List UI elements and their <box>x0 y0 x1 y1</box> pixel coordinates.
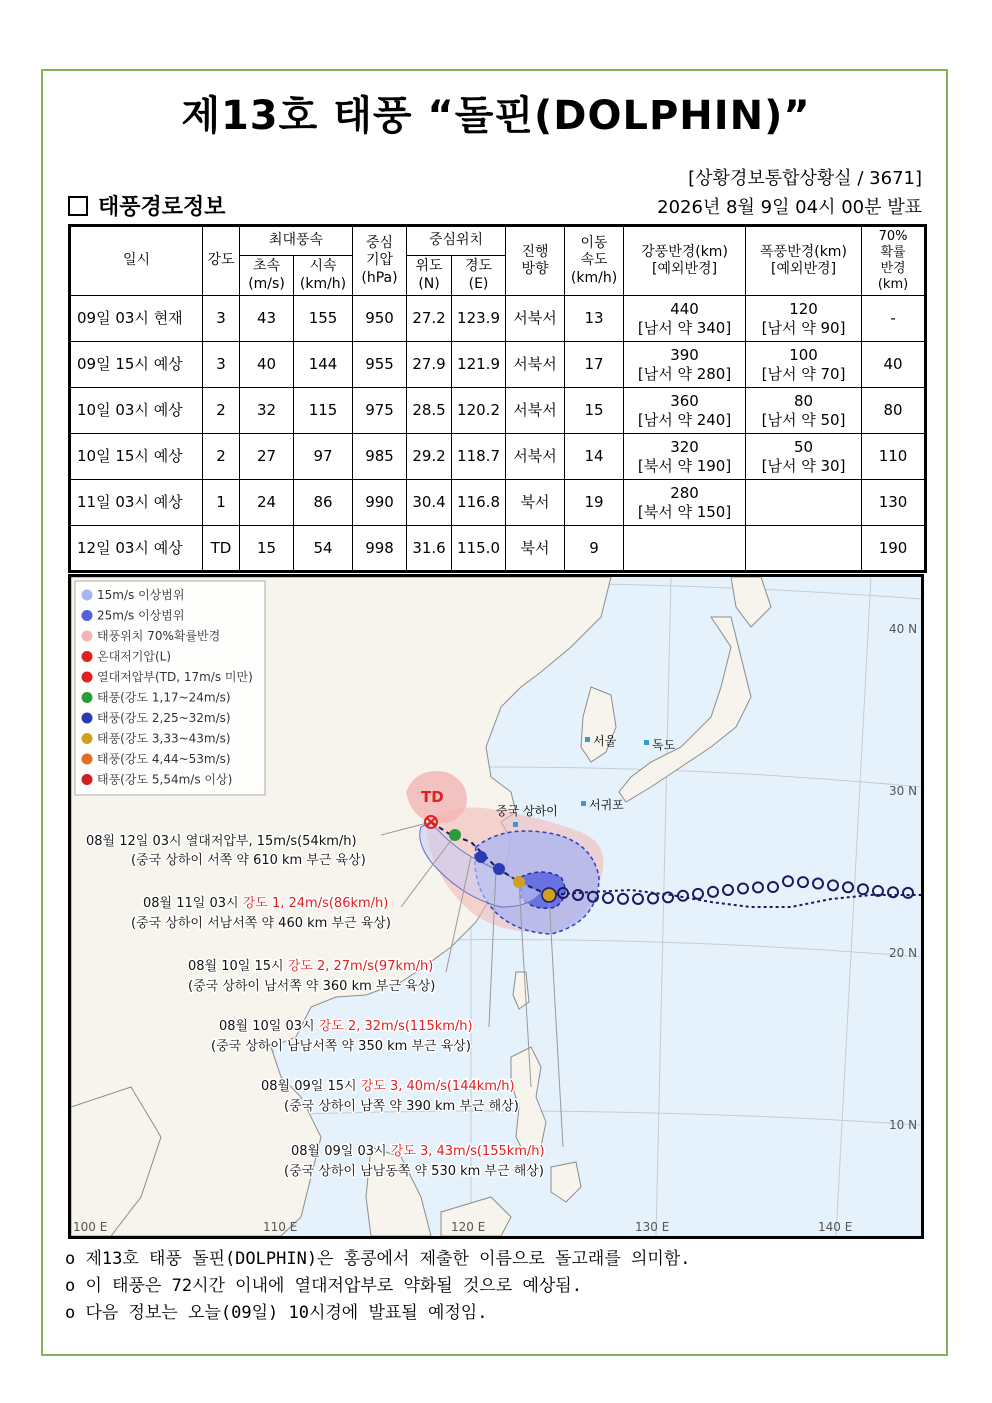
cell-lon: 121.9 <box>452 342 506 388</box>
callout-line1 <box>188 958 433 974</box>
cell-speed: 19 <box>565 480 624 526</box>
cell-wind-ms: 40 <box>240 342 294 388</box>
cell-direction: 서북서 <box>506 342 565 388</box>
cell-pressure: 998 <box>353 526 407 572</box>
office-label: [상황경보통합상황실 / 3671] <box>688 168 922 189</box>
header-speed: 이동 속도 (km/h) <box>565 226 624 296</box>
cell-wind-ms: 24 <box>240 480 294 526</box>
cell-storm-radius <box>746 480 862 526</box>
typhoon-3-icon <box>542 888 556 902</box>
legend-label: 태풍(강도 1,17~24m/s) <box>97 690 231 705</box>
callout-time: 08월 12일 03시 열대저압부, 15m/s(54km/h) <box>86 834 357 849</box>
lat-label: 10 N <box>889 1118 918 1132</box>
header-lat: 위도 (N) <box>407 256 452 296</box>
legend-label: 15m/s 이상범위 <box>97 588 185 602</box>
cell-datetime: 10일 03시 예상 <box>70 388 203 434</box>
callout-line1 <box>219 1018 473 1034</box>
cell-lon: 118.7 <box>452 434 506 480</box>
table-row <box>70 526 926 572</box>
header-datetime: 일시 <box>70 226 203 296</box>
cell-direction: 서북서 <box>506 388 565 434</box>
cell-direction: 북서 <box>506 480 565 526</box>
callout-location: (중국 상하이 남남서쪽 약 350 km 부근 육상) <box>211 1039 471 1054</box>
strong-radius-value: 440 <box>670 299 699 318</box>
storm-radius-value: 50 <box>793 437 814 456</box>
cell-storm-radius <box>746 342 862 388</box>
cell-intensity: 3 <box>203 342 240 388</box>
cell-lon: 120.2 <box>452 388 506 434</box>
legend-label: 25m/s 이상범위 <box>97 608 185 623</box>
strong-radius-value: 320 <box>670 437 699 456</box>
note-line: o 제13호 태풍 돌핀(DOLPHIN)은 홍콩에서 제출한 이름으로 돌고래를 의미함. <box>65 1249 691 1269</box>
cell-prob70: 190 <box>862 526 926 572</box>
cell-wind-kmh: 97 <box>294 434 353 480</box>
cell-datetime: 10일 15시 예상 <box>70 434 203 480</box>
cell-pressure: 950 <box>353 296 407 342</box>
callout-location: (중국 상하이 남서쪽 약 360 km 부근 육상) <box>188 979 436 994</box>
storm-radius-exception: [남서 약 30] <box>761 456 846 475</box>
cell-direction: 서북서 <box>506 296 565 342</box>
pink-circle <box>82 631 93 642</box>
page-title: 제13호 태풍 “돌핀(DOLPHIN)” <box>181 93 811 139</box>
cell-lat: 27.9 <box>407 342 452 388</box>
typhoon-2-icon <box>493 863 505 875</box>
strong-radius-exception: [남서 약 340] <box>637 318 732 337</box>
map-canvas <box>71 577 921 1236</box>
cell-strong-radius <box>624 342 746 388</box>
cell-lon: 123.9 <box>452 296 506 342</box>
cell-lat: 31.6 <box>407 526 452 572</box>
legend-label: 태풍(강도 4,44~53m/s) <box>97 752 231 766</box>
header-center: 중심위치 <box>407 226 506 256</box>
cell-wind-kmh: 144 <box>294 342 353 388</box>
td-label: TD <box>421 788 444 806</box>
section-heading <box>68 190 226 221</box>
extratropical-icon <box>82 651 93 662</box>
checkbox-icon <box>68 196 88 216</box>
cell-wind-ms: 15 <box>240 526 294 572</box>
strong-radius-value: 390 <box>670 345 699 364</box>
cell-speed: 14 <box>565 434 624 480</box>
strong-radius-exception: [북서 약 190] <box>637 456 732 475</box>
legend-label: 태풍(강도 2,25~32m/s) <box>97 711 231 725</box>
place-seogwipo: 서귀포 <box>589 798 624 812</box>
table-row <box>70 480 926 526</box>
cell-wind-kmh: 115 <box>294 388 353 434</box>
callout-location: (중국 상하이 남쪽 약 390 km 부근 해상) <box>284 1099 519 1114</box>
typhoon-1-icon <box>82 692 93 703</box>
cell-datetime: 11일 03시 예상 <box>70 480 203 526</box>
cell-prob70: 80 <box>862 388 926 434</box>
header-wind-ms: 초속 (m/s) <box>240 256 294 296</box>
header-wind-kmh: 시속 (km/h) <box>294 256 353 296</box>
callout-time: 08월 10일 03시 <box>219 1019 319 1034</box>
strong-radius-exception: [북서 약 150] <box>637 502 732 521</box>
lat-label: 20 N <box>889 946 918 960</box>
header-intensity: 강도 <box>203 226 240 296</box>
lon-label: 100 E <box>73 1220 108 1234</box>
typhoon-track-map <box>68 574 924 1239</box>
typhoon-track-table <box>68 224 927 573</box>
callout-time: 08월 10일 15시 <box>188 959 288 974</box>
cell-storm-radius <box>746 526 862 572</box>
typhoon-3-icon <box>513 876 525 888</box>
cell-speed: 15 <box>565 388 624 434</box>
legend-label: 열대저압부(TD, 17m/s 미만) <box>97 670 253 684</box>
cell-wind-ms: 43 <box>240 296 294 342</box>
typhoon-3-icon <box>82 733 93 744</box>
lat-label: 40 N <box>889 622 918 636</box>
callout-intensity: 강도 2, 27m/s(97km/h) <box>287 959 434 974</box>
place-seoul: 서울 <box>593 734 617 748</box>
cell-prob70: - <box>862 296 926 342</box>
cell-speed: 9 <box>565 526 624 572</box>
cell-wind-ms: 32 <box>240 388 294 434</box>
cell-prob70: 110 <box>862 434 926 480</box>
lon-label: 130 E <box>635 1220 670 1234</box>
callout-line1 <box>291 1143 545 1159</box>
cell-lat: 27.2 <box>407 296 452 342</box>
header-direction: 진행 방향 <box>506 226 565 296</box>
strong-radius-exception: [남서 약 240] <box>637 410 732 429</box>
header-strong-radius: 강풍반경(km) [예외반경] <box>624 226 746 296</box>
callout-location: (중국 상하이 서남서쪽 약 460 km 부근 육상) <box>131 916 391 931</box>
cell-storm-radius <box>746 388 862 434</box>
legend-label: 태풍(강도 3,33~43m/s) <box>97 731 231 746</box>
lon-label: 120 E <box>451 1220 486 1234</box>
cell-pressure: 985 <box>353 434 407 480</box>
issued-time: 2026년 8월 9일 04시 00분 발표 <box>657 197 922 218</box>
strong-radius-exception: [남서 약 280] <box>637 364 732 383</box>
cell-wind-kmh: 155 <box>294 296 353 342</box>
callout-time: 08월 09일 15시 <box>261 1079 361 1094</box>
cell-intensity: 2 <box>203 388 240 434</box>
cell-strong-radius <box>624 296 746 342</box>
cell-storm-radius <box>746 296 862 342</box>
strong-radius-value: 280 <box>670 483 699 502</box>
table-row <box>70 342 926 388</box>
cell-strong-radius <box>624 434 746 480</box>
cell-lon: 116.8 <box>452 480 506 526</box>
typhoon-1-icon <box>449 829 461 841</box>
cell-speed: 17 <box>565 342 624 388</box>
note-line: o 다음 정보는 오늘(09일) 10시경에 발표될 예정임. <box>65 1303 488 1323</box>
cell-wind-kmh: 86 <box>294 480 353 526</box>
legend-label: 태풍(강도 5,54m/s 이상) <box>97 772 233 787</box>
typhoon-2-icon <box>82 713 93 724</box>
table-row <box>70 296 926 342</box>
place-shanghai: 중국 상하이 <box>496 804 558 818</box>
cell-prob70: 40 <box>862 342 926 388</box>
cell-datetime: 12일 03시 예상 <box>70 526 203 572</box>
cell-intensity: 2 <box>203 434 240 480</box>
strong-radius-value: 360 <box>670 391 699 410</box>
storm-radius-exception: [남서 약 90] <box>761 318 846 337</box>
callout-intensity: 강도 3, 40m/s(144km/h) <box>360 1079 515 1094</box>
cell-prob70: 130 <box>862 480 926 526</box>
place-dokdo: 독도 <box>652 738 676 752</box>
storm-radius-exception: [남서 약 70] <box>761 364 846 383</box>
note-line: o 이 태풍은 72시간 이내에 열대저압부로 약화될 것으로 예상됨. <box>65 1276 582 1296</box>
cell-lon: 115.0 <box>452 526 506 572</box>
callout-location: (중국 상하이 남남동쪽 약 530 km 부근 해상) <box>284 1164 544 1179</box>
storm-radius-value: 100 <box>789 345 818 364</box>
header-prob70: 70% 확률 반경 (km) <box>862 226 926 296</box>
cell-direction: 서북서 <box>506 434 565 480</box>
cell-intensity: TD <box>203 526 240 572</box>
callout-time: 08월 11일 03시 <box>143 896 243 911</box>
header-storm-radius: 폭풍반경(km) [예외반경] <box>746 226 862 296</box>
cell-lat: 29.2 <box>407 434 452 480</box>
legend-label: 온대저기압(L) <box>97 649 172 664</box>
cell-pressure: 975 <box>353 388 407 434</box>
cell-strong-radius <box>624 480 746 526</box>
cell-intensity: 1 <box>203 480 240 526</box>
cell-pressure: 955 <box>353 342 407 388</box>
cell-strong-radius <box>624 526 746 572</box>
header-lon: 경도 (E) <box>452 256 506 296</box>
storm-radius-value: 120 <box>789 299 818 318</box>
section-title: 태풍경로정보 <box>98 195 226 220</box>
callout-intensity: 강도 1, 24m/s(86km/h) <box>242 896 389 911</box>
cell-strong-radius <box>624 388 746 434</box>
cell-pressure: 990 <box>353 480 407 526</box>
callout-time: 08월 09일 03시 <box>291 1144 391 1159</box>
cell-speed: 13 <box>565 296 624 342</box>
light-blue-circle <box>82 590 93 601</box>
legend-label: 태풍위치 70%확률반경 <box>97 629 221 643</box>
storm-radius-value: 80 <box>793 391 814 410</box>
lat-label: 30 N <box>889 784 918 798</box>
header-pressure: 중심 기압 (hPa) <box>353 226 407 296</box>
table-row <box>70 434 926 480</box>
cell-wind-kmh: 54 <box>294 526 353 572</box>
cell-intensity: 3 <box>203 296 240 342</box>
callout-intensity: 강도 2, 32m/s(115km/h) <box>318 1019 473 1034</box>
lon-label: 110 E <box>263 1220 298 1234</box>
td-icon <box>82 672 93 683</box>
cell-storm-radius <box>746 434 862 480</box>
callout-intensity: 강도 3, 43m/s(155km/h) <box>390 1144 545 1159</box>
table-row <box>70 388 926 434</box>
callout-location: (중국 상하이 서쪽 약 610 km 부근 육상) <box>131 853 366 868</box>
cell-direction: 북서 <box>506 526 565 572</box>
cell-datetime: 09일 15시 예상 <box>70 342 203 388</box>
map-legend <box>75 581 265 795</box>
cell-datetime: 09일 03시 현재 <box>70 296 203 342</box>
typhoon-4-icon <box>82 754 93 765</box>
header-max-wind: 최대풍속 <box>240 226 353 256</box>
typhoon-5-icon <box>82 774 93 785</box>
cell-lat: 28.5 <box>407 388 452 434</box>
cell-wind-ms: 27 <box>240 434 294 480</box>
storm-radius-exception: [남서 약 50] <box>761 410 846 429</box>
lon-label: 140 E <box>818 1220 853 1234</box>
blue-circle <box>82 610 93 621</box>
callout-line1 <box>86 833 357 849</box>
typhoon-2-icon <box>475 851 487 863</box>
cell-lat: 30.4 <box>407 480 452 526</box>
callout-line1 <box>261 1078 515 1094</box>
callout-line1 <box>143 895 388 911</box>
notes <box>65 1246 690 1327</box>
